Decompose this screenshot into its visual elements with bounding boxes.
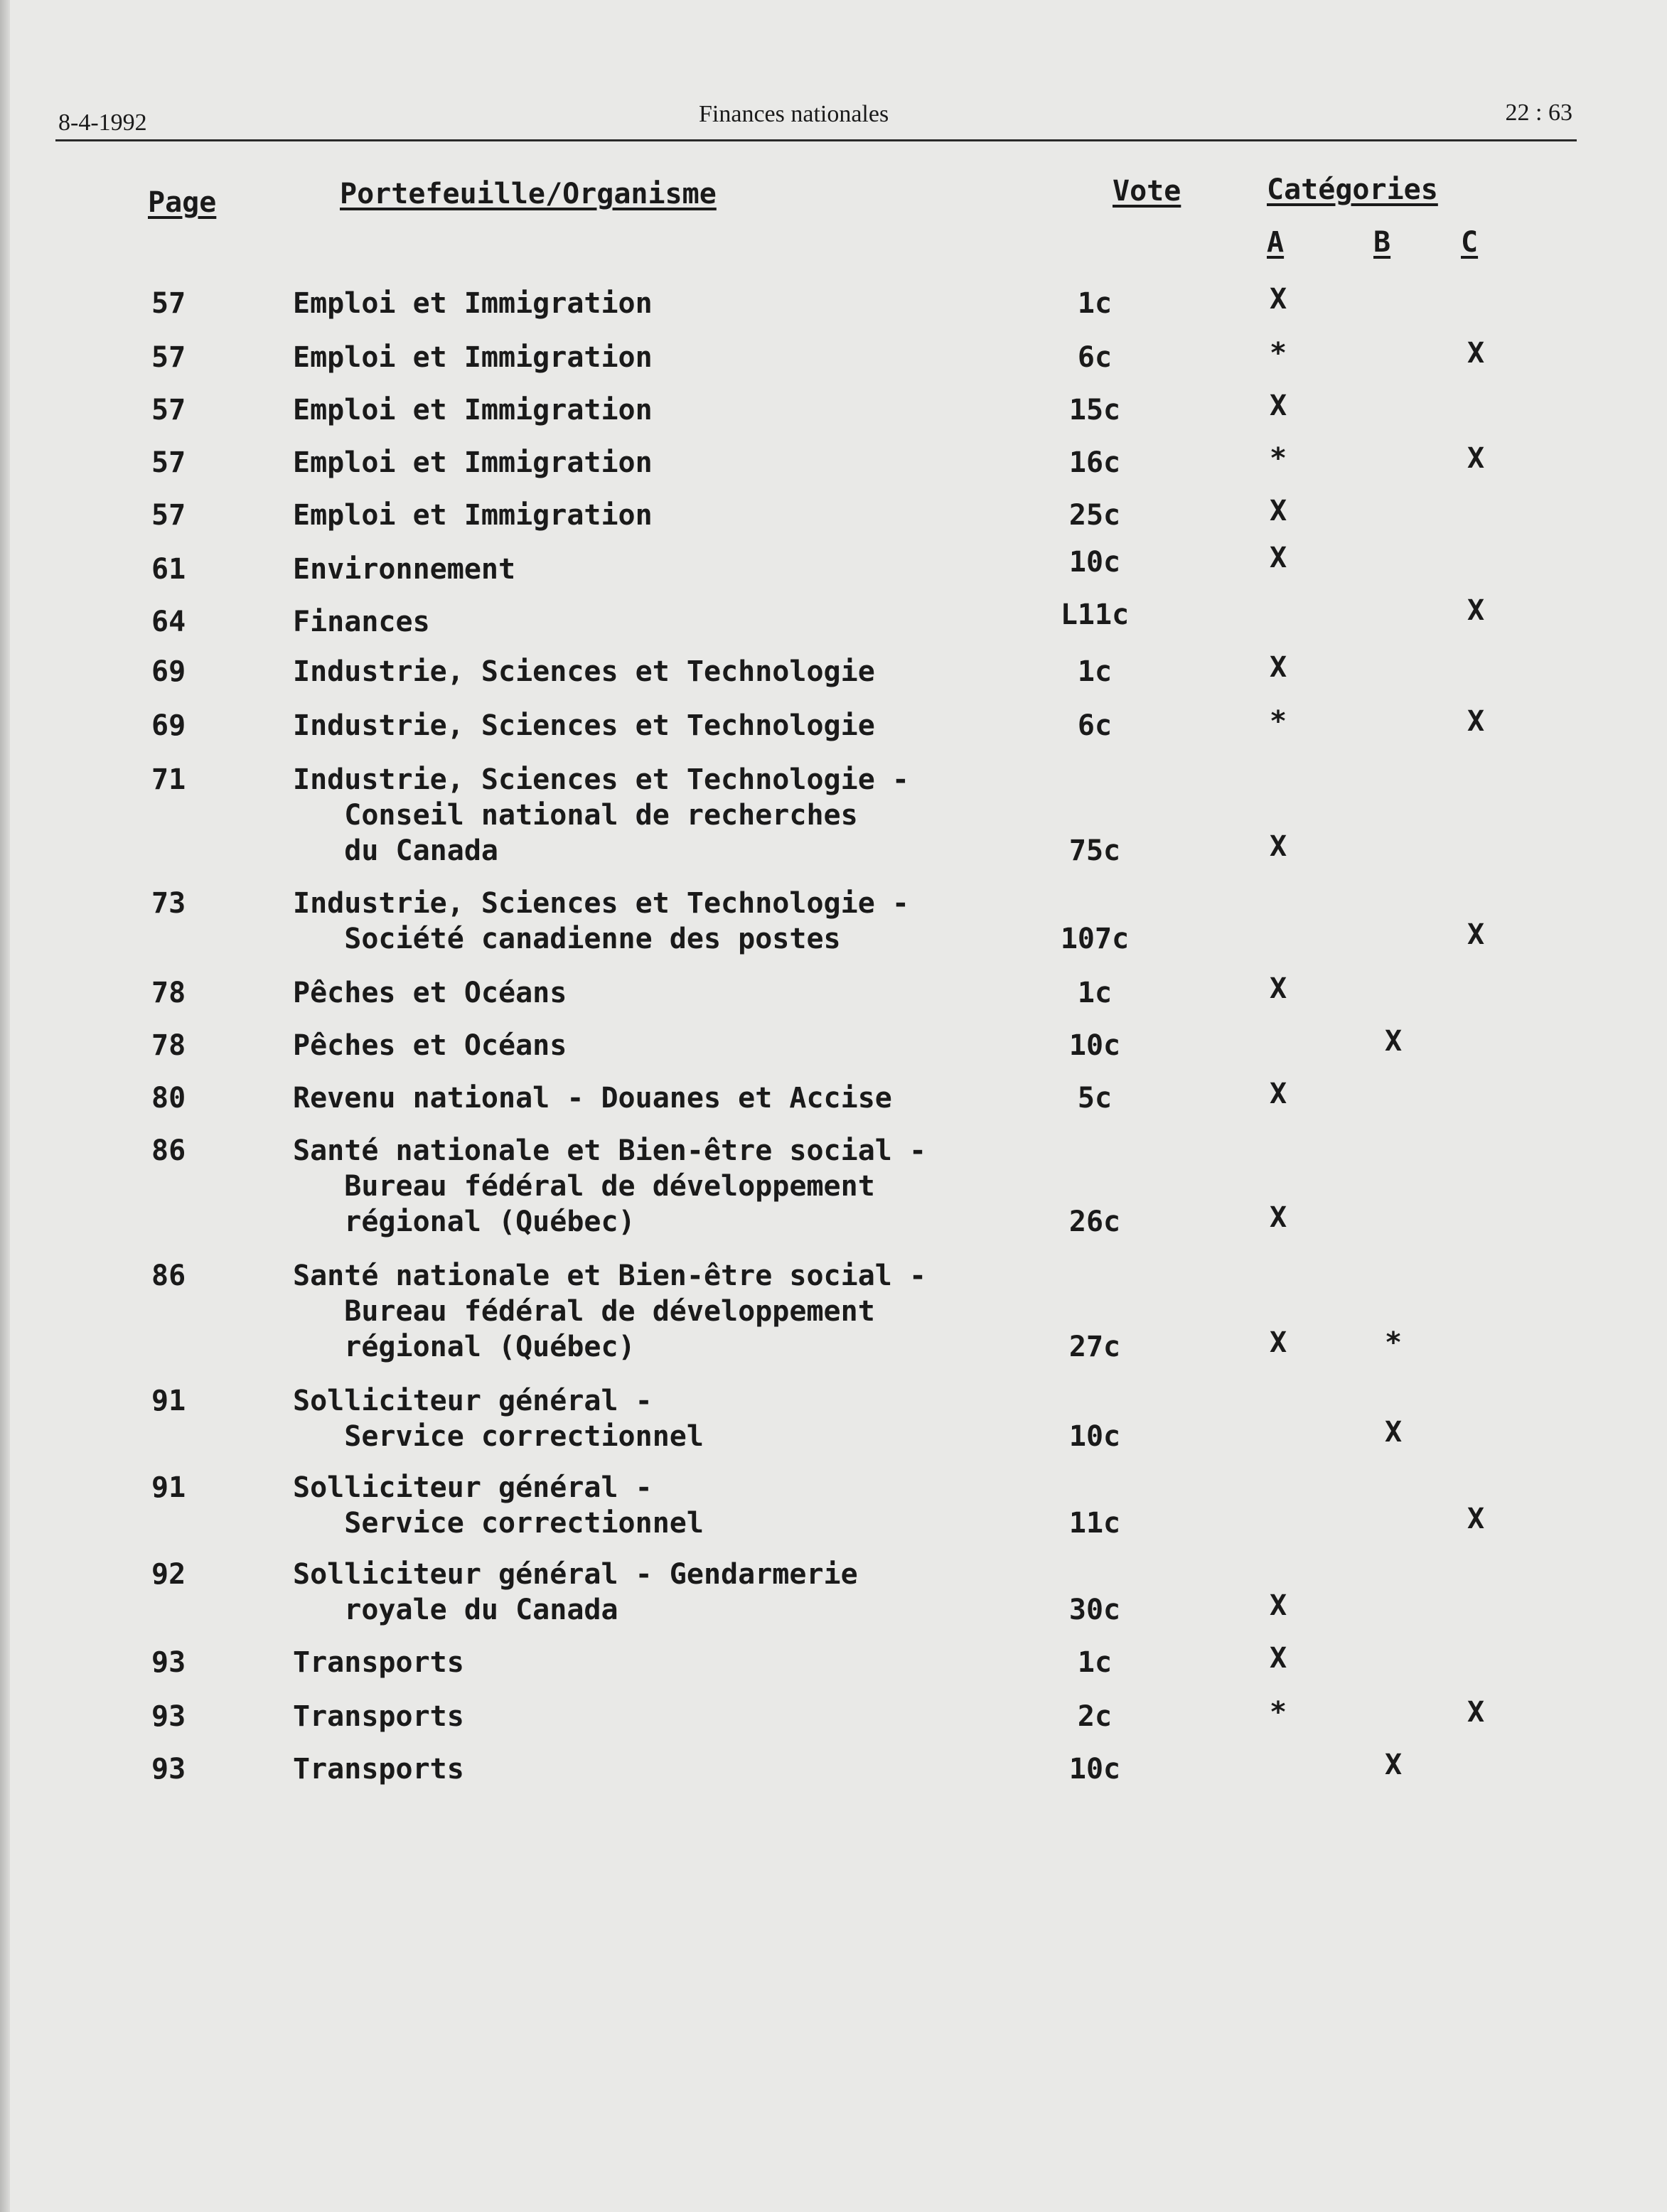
row-portfolio-line: Solliciteur général - [293, 1385, 653, 1417]
column-header-vote: Vote [1113, 175, 1181, 208]
row-page: 80 [151, 1082, 186, 1115]
row-vote: 6c [1077, 709, 1113, 742]
row-category-a-mark: X [1269, 542, 1287, 574]
row-page: 92 [151, 1558, 186, 1591]
row-portfolio-line: Bureau fédéral de développement [293, 1295, 875, 1328]
row-category-a-mark: * [1269, 442, 1287, 475]
row-page: 91 [151, 1471, 186, 1504]
row-category-a-mark: X [1269, 1201, 1287, 1234]
row-portfolio [293, 392, 653, 428]
row-portfolio [293, 340, 653, 375]
row-portfolio-line: régional (Québec) [293, 1331, 636, 1363]
row-portfolio-line: Service correctionnel [293, 1507, 704, 1540]
row-portfolio-line: Finances [293, 606, 430, 638]
row-portfolio-line: Pêches et Océans [293, 977, 567, 1009]
row-category-a-mark: * [1269, 337, 1287, 370]
row-page: 78 [151, 977, 186, 1009]
row-portfolio-line: Transports [293, 1700, 464, 1733]
row-portfolio [293, 552, 515, 587]
row-vote: 10c [1068, 1753, 1121, 1786]
row-portfolio [293, 762, 909, 869]
row-portfolio [293, 604, 430, 640]
row-portfolio-line: Emploi et Immigration [293, 341, 653, 374]
row-page: 93 [151, 1753, 186, 1786]
row-portfolio [293, 1699, 464, 1734]
row-page: 91 [151, 1385, 186, 1417]
row-portfolio [293, 708, 875, 743]
header-date: 8-4-1992 [58, 109, 147, 136]
row-category-b-mark: X [1384, 1749, 1403, 1781]
row-category-b-mark: * [1384, 1326, 1403, 1359]
row-portfolio [293, 1557, 858, 1628]
row-portfolio-line: Service correctionnel [293, 1420, 704, 1453]
row-category-c-mark: X [1467, 918, 1485, 951]
row-portfolio [293, 1645, 464, 1680]
row-vote: 11c [1068, 1507, 1121, 1540]
row-portfolio-line: Emploi et Immigration [293, 287, 653, 320]
row-vote: 16c [1068, 446, 1121, 479]
column-header-page: Page [148, 186, 217, 219]
row-portfolio-line: Santé nationale et Bien-être social - [293, 1260, 927, 1292]
row-portfolio-line: Solliciteur général - Gendarmerie [293, 1558, 858, 1591]
row-vote: L11c [1060, 598, 1130, 631]
row-category-c-mark: X [1467, 1503, 1485, 1535]
row-vote: 1c [1077, 1646, 1113, 1679]
row-portfolio-line: Emploi et Immigration [293, 446, 653, 479]
row-portfolio [293, 1080, 892, 1116]
row-portfolio-line: Transports [293, 1646, 464, 1679]
row-category-a-mark: X [1269, 1589, 1287, 1622]
row-category-a-mark: X [1269, 972, 1287, 1005]
row-vote: 5c [1077, 1082, 1113, 1115]
row-portfolio-line: Pêches et Océans [293, 1029, 567, 1062]
running-head [55, 100, 1577, 141]
column-header-categories: Catégories [1267, 173, 1438, 206]
row-page: 57 [151, 499, 186, 532]
row-category-c-mark: X [1467, 337, 1485, 370]
row-vote: 1c [1077, 287, 1113, 320]
row-portfolio-line: royale du Canada [293, 1594, 618, 1626]
row-portfolio [293, 886, 909, 957]
row-vote: 10c [1068, 1420, 1121, 1453]
row-portfolio-line: Environnement [293, 553, 516, 586]
row-portfolio-line: Revenu national - Douanes et Accise [293, 1082, 892, 1115]
row-portfolio-line: du Canada [293, 834, 498, 867]
row-page: 93 [151, 1646, 186, 1679]
row-page: 61 [151, 553, 186, 586]
row-page: 86 [151, 1134, 186, 1167]
row-portfolio [293, 654, 875, 689]
row-page: 69 [151, 655, 186, 688]
header-page-number: 22 : 63 [1505, 100, 1572, 126]
row-page: 78 [151, 1029, 186, 1062]
row-vote: 30c [1068, 1594, 1121, 1626]
row-page: 64 [151, 606, 186, 638]
row-portfolio [293, 1258, 926, 1365]
row-portfolio [293, 1028, 567, 1063]
row-page: 57 [151, 287, 186, 320]
row-portfolio-line: Industrie, Sciences et Technologie [293, 655, 875, 688]
row-page: 57 [151, 446, 186, 479]
row-vote: 10c [1068, 1029, 1121, 1062]
row-page: 57 [151, 341, 186, 374]
header-title: Finances nationales [699, 101, 889, 127]
column-header-portfolio: Portefeuille/Organisme [340, 178, 717, 210]
page-edge-shadow [0, 0, 10, 2212]
row-portfolio [293, 975, 567, 1011]
column-header-cat-c: C [1461, 226, 1479, 259]
row-vote: 10c [1068, 546, 1121, 579]
row-portfolio-line: Santé nationale et Bien-être social - [293, 1134, 927, 1167]
row-vote: 26c [1068, 1206, 1121, 1238]
row-portfolio-line: Industrie, Sciences et Technologie [293, 709, 875, 742]
row-vote: 25c [1068, 499, 1121, 532]
row-portfolio [293, 1470, 704, 1541]
row-category-a-mark: X [1269, 830, 1287, 863]
row-vote: 1c [1077, 977, 1113, 1009]
row-portfolio-line: Conseil national de recherches [293, 799, 858, 832]
row-vote: 107c [1060, 923, 1130, 955]
row-portfolio [293, 498, 653, 533]
row-portfolio-line: Bureau fédéral de développement [293, 1170, 875, 1203]
row-portfolio-line: Industrie, Sciences et Technologie - [293, 763, 909, 796]
row-portfolio [293, 1751, 464, 1787]
row-page: 93 [151, 1700, 186, 1733]
row-category-c-mark: X [1467, 594, 1485, 627]
row-category-a-mark: X [1269, 390, 1287, 422]
row-category-a-mark: * [1269, 1696, 1287, 1729]
column-header-cat-a: A [1267, 226, 1285, 259]
row-category-a-mark: * [1269, 705, 1287, 738]
row-portfolio-line: régional (Québec) [293, 1206, 636, 1238]
row-vote: 15c [1068, 394, 1121, 426]
row-category-c-mark: X [1467, 442, 1485, 475]
row-portfolio [293, 445, 653, 480]
row-page: 86 [151, 1260, 186, 1292]
row-page: 57 [151, 394, 186, 426]
row-portfolio-line: Solliciteur général - [293, 1471, 653, 1504]
row-vote: 6c [1077, 341, 1113, 374]
row-portfolio [293, 1383, 704, 1454]
row-portfolio-line: Transports [293, 1753, 464, 1786]
row-category-a-mark: X [1269, 283, 1287, 316]
column-header-cat-b: B [1373, 226, 1391, 259]
row-category-a-mark: X [1269, 1642, 1287, 1675]
row-category-c-mark: X [1467, 705, 1485, 738]
row-vote: 1c [1077, 655, 1113, 688]
row-category-a-mark: X [1269, 651, 1287, 684]
row-vote: 27c [1068, 1331, 1121, 1363]
row-vote: 75c [1068, 834, 1121, 867]
row-category-a-mark: X [1269, 1326, 1287, 1359]
row-category-c-mark: X [1467, 1696, 1485, 1729]
row-portfolio-line: Emploi et Immigration [293, 394, 653, 426]
row-portfolio [293, 1133, 926, 1240]
row-category-b-mark: X [1384, 1416, 1403, 1449]
row-portfolio-line: Emploi et Immigration [293, 499, 653, 532]
row-category-a-mark: X [1269, 1078, 1287, 1110]
row-page: 73 [151, 887, 186, 920]
row-category-b-mark: X [1384, 1025, 1403, 1058]
row-category-a-mark: X [1269, 495, 1287, 527]
row-vote: 2c [1077, 1700, 1113, 1733]
row-page: 69 [151, 709, 186, 742]
row-portfolio-line: Société canadienne des postes [293, 923, 841, 955]
row-page: 71 [151, 763, 186, 796]
row-portfolio-line: Industrie, Sciences et Technologie - [293, 887, 909, 920]
row-portfolio [293, 286, 653, 321]
